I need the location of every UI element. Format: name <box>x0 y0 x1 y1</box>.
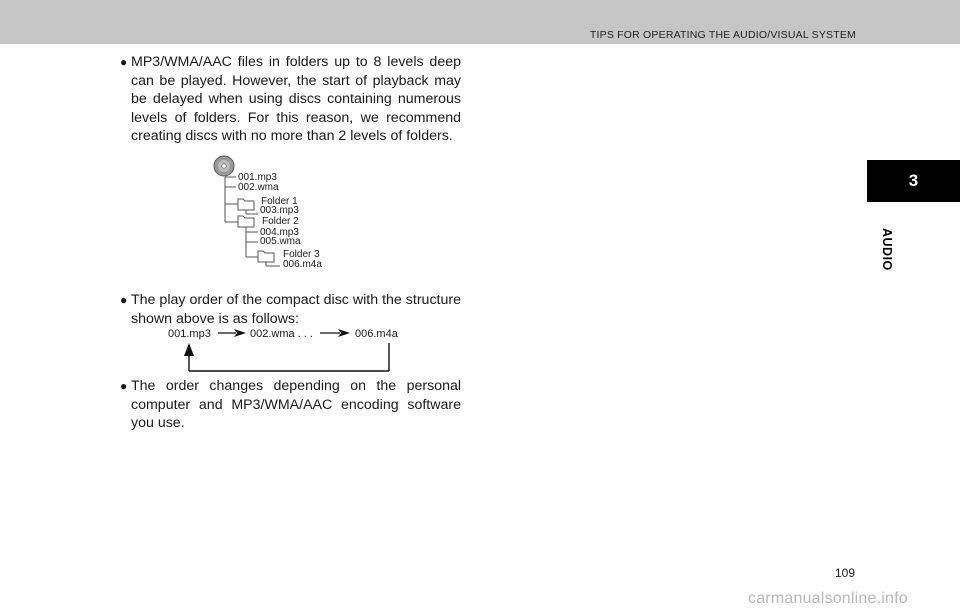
file-006: 006.m4a <box>283 259 322 270</box>
bullet-icon: ● <box>120 55 128 69</box>
bullet-icon: ● <box>120 293 128 307</box>
bullet-icon: ● <box>120 379 128 393</box>
folder-icon <box>238 199 254 210</box>
folder-3-label: Folder 3 <box>283 249 320 260</box>
file-005: 005.wma <box>260 236 301 247</box>
paragraph-text: The order changes depending on the personal computer and MP3/WMA/AAC encoding software you use. <box>131 378 461 432</box>
order-first-file: 001.mp3 <box>168 328 211 340</box>
arrow-right-icon <box>218 329 246 337</box>
folder-2-label: Folder 2 <box>262 216 299 227</box>
paragraph-order-changes <box>120 377 461 433</box>
paragraph-text: MP3/WMA/AAC files in folders up to 8 levels deep can be played. However, the start of playback may be delayed when using discs containing numerous levels of folders. For this reason, we recommend creating discs with no more than 2 levels of folders. <box>131 54 461 145</box>
disc-icon <box>214 156 234 176</box>
order-middle-files: 002.wma . . . <box>250 328 313 340</box>
header-title: TIPS FOR OPERATING THE AUDIO/VISUAL SYSTEM <box>589 29 856 41</box>
paragraph-text: The play order of the compact disc with the structure shown above is as follows: <box>131 292 461 327</box>
loop-back-arrow <box>184 343 389 371</box>
file-001: 001.mp3 <box>238 172 277 183</box>
folder-1-label: Folder 1 <box>261 196 298 207</box>
arrow-right-icon <box>320 329 350 337</box>
order-last-file: 006.m4a <box>355 328 398 340</box>
file-004: 004.mp3 <box>260 227 299 238</box>
section-label-audio: AUDIO <box>880 228 894 271</box>
folder-icon <box>258 251 274 262</box>
file-003: 003.mp3 <box>260 205 299 216</box>
paragraph-play-order <box>120 291 461 328</box>
chapter-number: 3 <box>908 171 919 190</box>
folder-icon <box>238 216 254 227</box>
chapter-tab[interactable] <box>867 160 960 202</box>
watermark: carmanualsonline.info <box>748 590 908 607</box>
file-002: 002.wma <box>238 182 279 193</box>
paragraph-folder-levels <box>120 53 461 146</box>
page-number: 109 <box>835 566 856 580</box>
